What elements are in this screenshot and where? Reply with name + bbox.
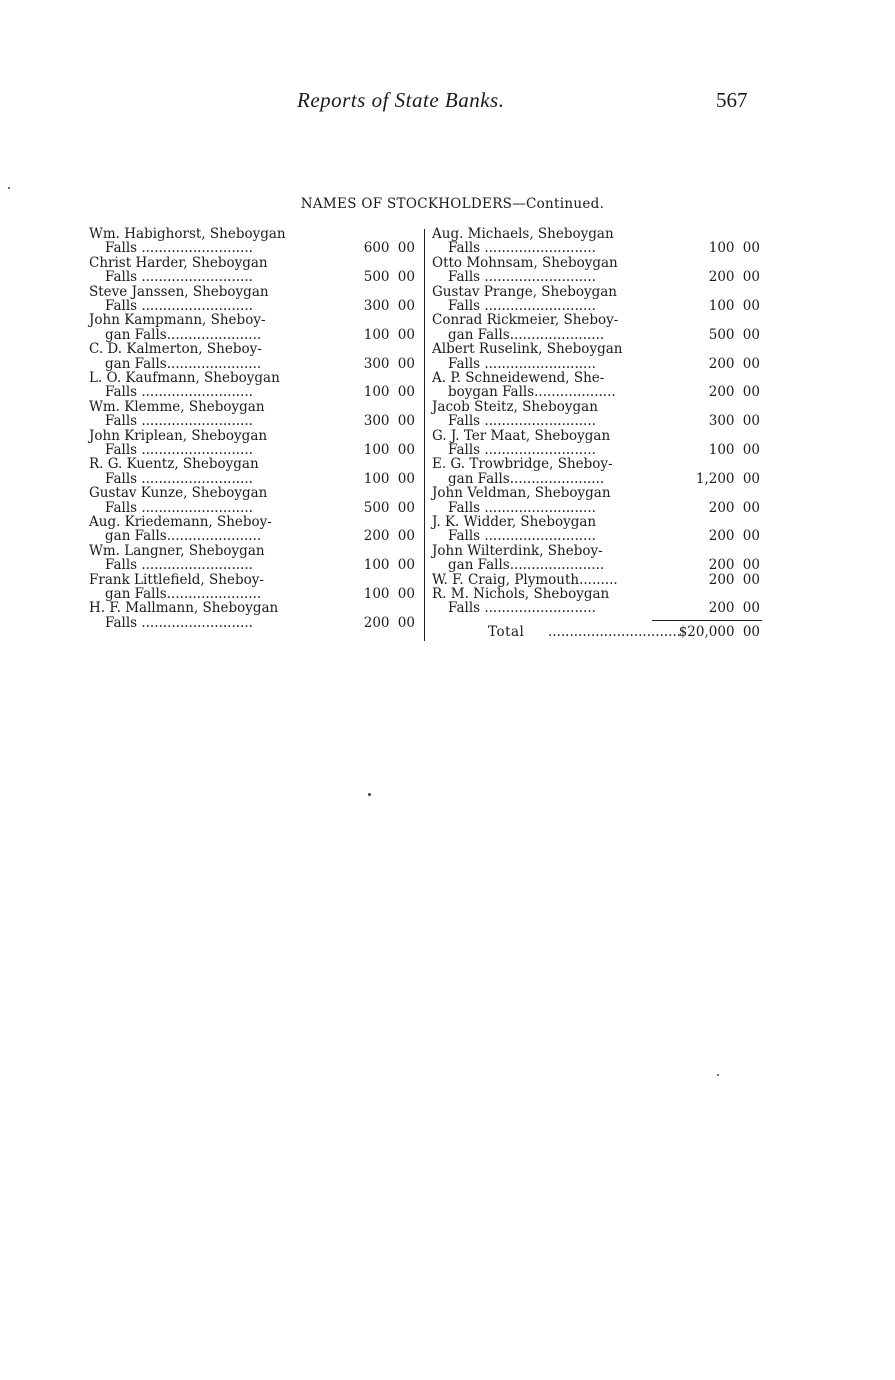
stockholder-location: Falls .......................... — [105, 384, 253, 401]
stockholder-location: Falls .......................... — [448, 269, 596, 286]
stock-amount: 200 00 — [363, 528, 415, 545]
stockholder-entry — [432, 587, 762, 616]
stockholder-location: Falls .......................... — [105, 614, 253, 631]
stockholder-location: Falls .......................... — [105, 413, 253, 430]
running-head: Reports of State Banks. — [297, 88, 505, 112]
stockholder-name: Gustav Prange, Sheboygan — [432, 283, 618, 300]
stockholder-entry — [89, 457, 419, 486]
stock-amount: 200 00 — [708, 499, 760, 516]
stockholder-entry — [432, 285, 762, 314]
stockholder-name: R. M. Nichols, Sheboygan — [432, 585, 610, 602]
stock-amount: 200 00 — [708, 600, 760, 617]
total-dots: ............................... — [548, 624, 682, 640]
stock-amount: 100 00 — [708, 240, 760, 257]
stockholder-location: Falls .......................... — [105, 240, 253, 257]
stockholder-location: gan Falls...................... — [105, 355, 262, 372]
stock-amount: 100 00 — [363, 441, 415, 458]
stockholder-name: C. D. Kalmerton, Sheboy- — [89, 341, 262, 358]
stockholder-location: boygan Falls................... — [448, 384, 616, 401]
stock-amount: 200 00 — [708, 528, 760, 545]
stock-amount: 200 00 — [708, 355, 760, 372]
stock-amount: 100 00 — [708, 441, 760, 458]
stockholder-location: Falls .......................... — [448, 355, 596, 372]
stock-amount: 100 00 — [363, 557, 415, 574]
stockholder-name: Aug. Kriedemann, Sheboy- — [89, 513, 272, 530]
stockholder-name: Steve Janssen, Sheboygan — [89, 283, 269, 300]
stockholder-location: Falls .......................... — [105, 557, 253, 574]
stockholder-entry — [432, 256, 762, 285]
stockholder-entry — [432, 573, 762, 587]
stockholder-entry — [89, 256, 419, 285]
right-column — [432, 227, 762, 616]
stockholder-name: Frank Littlefield, Sheboy- — [89, 571, 264, 588]
stockholder-entry — [89, 400, 419, 429]
stock-amount: 100 00 — [363, 384, 415, 401]
stockholder-entry — [89, 573, 419, 602]
stockholder-entry — [89, 285, 419, 314]
stockholder-entry — [432, 457, 762, 486]
print-speck — [8, 187, 10, 189]
stock-amount: 200 00 — [708, 384, 760, 401]
stockholder-entry — [432, 313, 762, 342]
stockholder-entry — [89, 544, 419, 573]
stockholder-name: H. F. Mallmann, Sheboygan — [89, 600, 279, 617]
stockholder-location: gan Falls...................... — [105, 326, 262, 343]
stockholder-entry — [432, 400, 762, 429]
stockholder-name: Albert Ruselink, Sheboygan — [432, 341, 623, 358]
stockholder-location: Falls .......................... — [448, 499, 596, 516]
stockholder-name: Otto Mohnsam, Sheboygan — [432, 254, 618, 271]
section-title: NAMES OF STOCKHOLDERS—Continued. — [300, 196, 605, 212]
column-divider — [424, 229, 425, 641]
stockholder-entry — [89, 371, 419, 400]
stockholder-location: Falls .......................... — [105, 499, 253, 516]
stock-amount: 200 00 — [708, 269, 760, 286]
stock-amount: 300 00 — [363, 413, 415, 430]
stockholder-name: Wm. Habighorst, Sheboygan — [89, 226, 286, 242]
stockholder-location: gan Falls...................... — [105, 528, 262, 545]
stock-amount: 100 00 — [708, 297, 760, 314]
stockholder-entry — [432, 371, 762, 400]
stockholder-name: Wm. Langner, Sheboygan — [89, 542, 265, 559]
stockholder-name: John Wilterdink, Sheboy- — [432, 542, 603, 559]
stockholder-entry — [89, 486, 419, 515]
stockholder-entry — [89, 227, 419, 256]
stock-amount: 300 00 — [363, 355, 415, 372]
stockholder-name: Jacob Steitz, Sheboygan — [432, 398, 598, 415]
total-label: Total — [488, 624, 525, 640]
stockholder-location: Falls .......................... — [448, 600, 596, 617]
stockholder-name: E. G. Trowbridge, Sheboy- — [432, 456, 613, 473]
stockholder-name: Christ Harder, Sheboygan — [89, 254, 268, 271]
stock-amount: 200 00 — [708, 557, 760, 574]
stockholder-entry — [432, 342, 762, 371]
stockholder-name: Gustav Kunze, Sheboygan — [89, 485, 268, 502]
print-speck — [717, 1074, 719, 1076]
stock-amount: 600 00 — [363, 240, 415, 257]
stockholder-location: gan Falls...................... — [448, 557, 605, 574]
stock-amount: 100 00 — [363, 470, 415, 487]
stockholder-location: gan Falls...................... — [448, 470, 605, 487]
stockholder-entry — [432, 227, 762, 256]
stockholder-name: Aug. Michaels, Sheboygan — [432, 226, 614, 242]
stock-amount: 500 00 — [363, 499, 415, 516]
stockholder-entry — [89, 313, 419, 342]
stock-amount: 200 00 — [708, 571, 760, 588]
total-amount: $20,000 00 — [678, 624, 760, 640]
stockholder-location: Falls .......................... — [448, 528, 596, 545]
stockholder-location: Falls .......................... — [448, 298, 596, 314]
stock-amount: 100 00 — [363, 326, 415, 343]
stockholder-location: Falls .......................... — [105, 441, 253, 458]
stockholder-location: gan Falls...................... — [448, 326, 605, 343]
stockholder-name: G. J. Ter Maat, Sheboygan — [432, 427, 611, 444]
stockholder-location: Falls .......................... — [448, 240, 596, 257]
stock-amount: 500 00 — [363, 269, 415, 286]
stockholder-location: Falls .......................... — [105, 269, 253, 286]
stockholder-name: John Veldman, Sheboygan — [432, 485, 611, 502]
stockholder-entry — [432, 515, 762, 544]
stockholder-name: Conrad Rickmeier, Sheboy- — [432, 312, 619, 329]
stockholder-entry — [432, 429, 762, 458]
stockholder-location: Falls .......................... — [448, 441, 596, 458]
total-rule — [652, 620, 762, 621]
stockholder-location: Falls .......................... — [105, 470, 253, 487]
stock-amount: 300 00 — [708, 413, 760, 430]
stockholder-location: Falls .......................... — [448, 413, 596, 430]
stockholder-name: L. O. Kaufmann, Sheboygan — [89, 369, 280, 386]
stockholder-entry — [89, 601, 419, 630]
stockholder-entry — [89, 429, 419, 458]
stockholder-name: A. P. Schneidewend, She- — [432, 369, 605, 386]
stockholder-location: gan Falls...................... — [105, 585, 262, 602]
stock-amount: 500 00 — [708, 326, 760, 343]
stockholder-name: W. F. Craig, Plymouth......... — [432, 571, 618, 588]
left-column — [89, 227, 419, 630]
stockholder-entry — [89, 515, 419, 544]
print-speck — [368, 793, 371, 796]
stockholder-entry — [432, 486, 762, 515]
stock-amount: 1,200 00 — [695, 470, 760, 487]
stock-amount: 100 00 — [363, 585, 415, 602]
stockholder-name: Wm. Klemme, Sheboygan — [89, 398, 265, 415]
stockholder-name: John Kampmann, Sheboy- — [89, 312, 266, 329]
stockholder-entry — [432, 544, 762, 573]
stockholder-name: John Kriplean, Sheboygan — [89, 427, 268, 444]
page-number: 567 — [716, 88, 748, 112]
stockholder-location: Falls .......................... — [105, 298, 253, 314]
stock-amount: 300 00 — [363, 297, 415, 314]
stockholder-name: J. K. Widder, Sheboygan — [432, 513, 597, 530]
stockholder-entry — [89, 342, 419, 371]
stockholder-name: R. G. Kuentz, Sheboygan — [89, 456, 259, 473]
stock-amount: 200 00 — [363, 614, 415, 631]
